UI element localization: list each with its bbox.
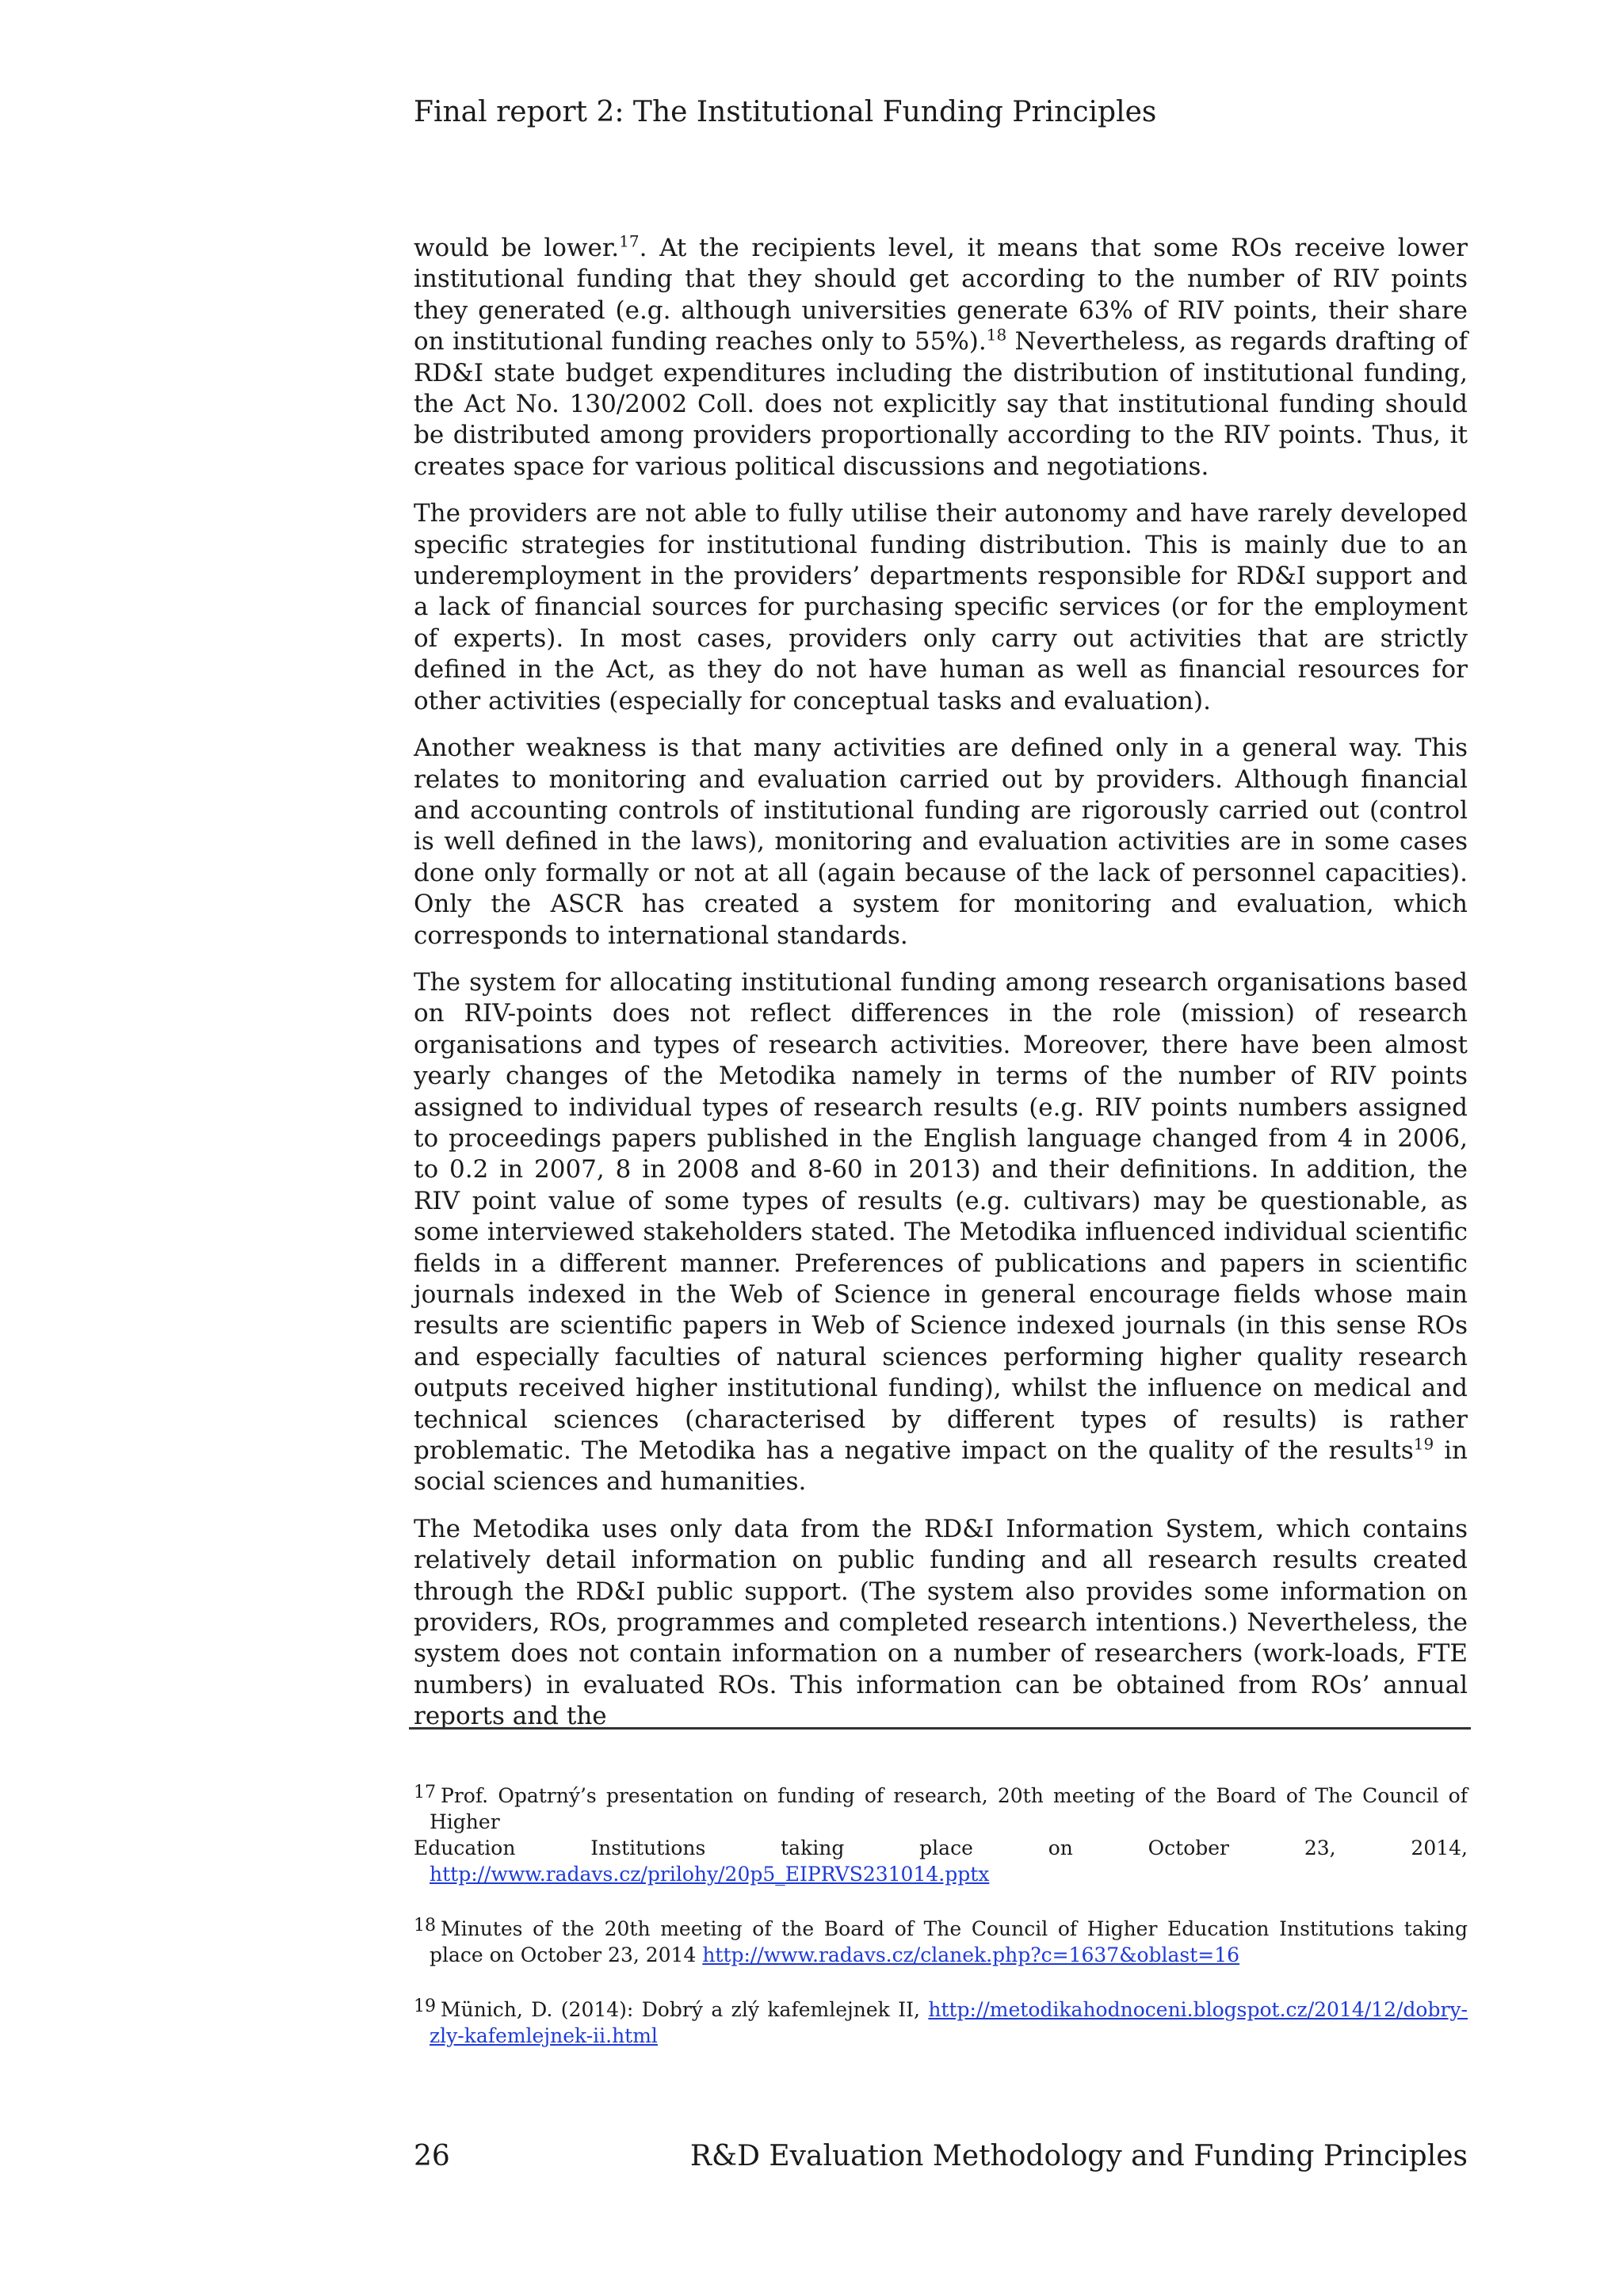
- footnote-ref-18[interactable]: 18: [986, 325, 1007, 345]
- paragraph-1: [414, 233, 1468, 482]
- footnote-19: [414, 1993, 1468, 2049]
- paragraph-1-text-a: would be lower.: [414, 234, 620, 262]
- footnote-number: 19: [414, 1997, 436, 2016]
- paragraph-4-text-a: The system for allocating institutional funding among research organisations based on RIV-points does not reflect differences in the role (mission) of research organisations and types of research activities. Moreover, there have been almost yearly changes of the Metodika namely in terms of the number of RIV points assigned to individual types of research results (e.g. RIV points numbers assigned to proceedings papers published in the English language changed from 4 in 2006, to 0.2 in 2007, 8 in 2008 and 8-60 in 2013) and their definitions. In addition, the RIV point value of some types of results (e.g. cultivars) may be questionable, as some interviewed stakeholders stated. The Metodika influenced individual scientific fields in a different manner. Preferences of publications and papers in scientific journals indexed in the Web of Science in general encourage fields whose main results are scientific papers in Web of Science indexed journals (in this sense ROs and especially faculties of natural sciences performing higher quality research outputs received higher institutional funding), whilst the influence on medical and technical sciences (characterised by different types of results) is rather problematic. The Metodika has a negative impact on the quality of the results: [414, 967, 1468, 1466]
- footnote-link[interactable]: http://www.radavs.cz/clanek.php?c=1637&oblast=16: [702, 1943, 1240, 1966]
- footnote-text: Münich, D. (2014): Dobrý a zlý kafemlejnek II,: [441, 1998, 929, 2021]
- page-number: 26: [414, 2140, 450, 2172]
- paragraph-4-text-b: in social sciences and humanities.: [414, 1436, 1468, 1497]
- footnote-number: 18: [414, 1916, 436, 1936]
- footnote-number: 17: [414, 1783, 436, 1802]
- running-header: Final report 2: The Institutional Funding Principles: [414, 96, 1157, 128]
- footnote-text: Prof. Opatrný’s presentation on funding of research, 20th meeting of the Board of The Council of Higher: [430, 1784, 1468, 1833]
- paragraph-1-text-b: . At the recipients level, it means that some ROs receive lower institutional funding that they should get according to the number of RIV points they generated (e.g. although universities generate 63% of RIV points, their share on institutional funding reaches only to 55%).: [414, 234, 1468, 357]
- paragraph-1-text-c: Nevertheless, as regards drafting of RD&I state budget expenditures including the distribution of institutional funding, the Act No. 130/2002 Coll. does not explicitly say that institutional funding should be distributed among providers proportionally according to the RIV points. Thus, it creates space for various political discussions and negotiations.: [414, 327, 1468, 481]
- footnote-18: [414, 1913, 1468, 1968]
- footnote-text-line: Education Institutions taking place on October 23, 2014,: [414, 1836, 1468, 1859]
- paragraph-5: The Metodika uses only data from the RD&I Information System, which contains relatively detail information on public funding and all research results created through the RD&I public support. (The system also provides some information on providers, ROs, programmes and completed research intentions.) Nevertheless, the system does not contain information on a number of researchers (work-loads, FTE numbers) in evaluated ROs. This information can be obtained from ROs’ annual reports and the: [414, 1514, 1468, 1731]
- paragraph-3: Another weakness is that many activities are defined only in a general way. This relates to monitoring and evaluation carried out by providers. Although financial and accounting controls of institutional funding are rigorously carried out (control is well defined in the laws), monitoring and evaluation activities are in some cases done only formally or not at all (again because of the lack of personnel capacities). Only the ASCR has created a system for monitoring and evaluation, which corresponds to international standards.: [414, 734, 1468, 950]
- footnote-link[interactable]: http://metodikahodnoceni.blogspot.cz/2014/12/dobry-zly-kafemlejnek-ii.html: [430, 1998, 1468, 2047]
- footnote-link[interactable]: http://www.radavs.cz/prilohy/20p5_EIPRVS231014.pptx: [430, 1863, 990, 1886]
- footnote-text: Minutes of the 20th meeting of the Board of The Council of Higher Education Institutions taking place on October 23, 2014: [430, 1917, 1468, 1966]
- paragraph-2: The providers are not able to fully utilise their autonomy and have rarely developed specific strategies for institutional funding distribution. This is mainly due to an underemployment in the providers’ departments responsible for RD&I support and a lack of financial sources for purchasing specific services (or for the employment of experts). In most cases, providers only carry out activities that are strictly defined in the Act, as they do not have human as well as financial resources for other activities (especially for conceptual tasks and evaluation).: [414, 499, 1468, 715]
- footnote-17: [414, 1779, 1468, 1887]
- footer-title: R&D Evaluation Methodology and Funding Principles: [689, 2140, 1468, 2172]
- paragraph-4: [414, 967, 1468, 1498]
- footnote-ref-19[interactable]: 19: [1413, 1434, 1434, 1454]
- footnote-separator: [409, 1727, 1471, 1730]
- footnotes: [414, 1779, 1468, 2074]
- footnote-ref-17[interactable]: 17: [619, 231, 640, 251]
- body-text: [414, 233, 1468, 1749]
